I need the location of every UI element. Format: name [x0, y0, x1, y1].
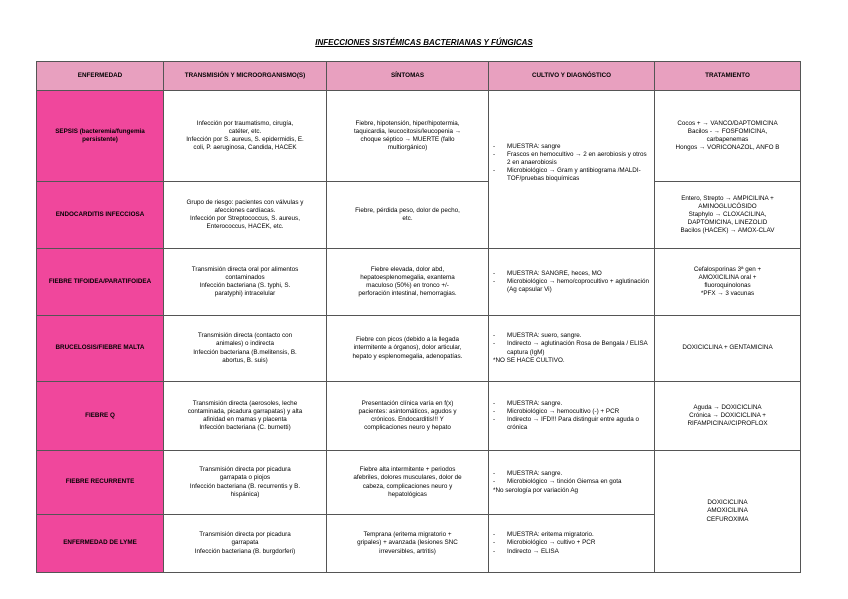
disease-cell: ENFERMEDAD DE LYME: [37, 515, 164, 573]
treatment-cell: Cefalosporinas 3ª gen + AMOXICILINA oral + fluoroquinolonas *PFX → 3 vacunas: [655, 249, 801, 316]
symptoms-cell: Fiebre alta intermitente + periodos afebriles, dolores musculares, dolor de cabeza, complicaciones neuro y hepatológicas: [327, 451, 489, 515]
symptoms-cell: Fiebre con picos (debido a la llegada intermitente a órganos), dolor articular, hepato y esplenomegalia, adenopatías.: [327, 316, 489, 382]
culture-cell: - MUESTRA: eritema migratorio. - Microbiológico → cultivo + PCR - Indirecto → ELISA: [489, 515, 655, 573]
transmission-cell: Transmisión directa por picadura garrapata o piojos Infección bacteriana (B. recurrentis y B. hispánica): [164, 451, 327, 515]
disease-cell: SEPSIS (bacteremia/fungemia persistente): [37, 91, 164, 182]
disease-cell: FIEBRE RECURRENTE: [37, 451, 164, 515]
infections-table: [36, 61, 801, 573]
treatment-cell: Aguda → DOXICICLINA Crónica → DOXICICLINA + RIFAMPICINA//CIPROFLOX: [655, 382, 801, 451]
disease-cell: ENDOCARDITIS INFECCIOSA: [37, 182, 164, 249]
treatment-cell: Entero, Strepto → AMPICILINA + AMINOGLUCÓSIDO Staphylo → CLOXACILINA, DAPTOMICINA, LINEZOLID Bacilos (HACEK) → AMOX-CLAV: [655, 182, 801, 249]
transmission-cell: Transmisión directa oral por alimentos contaminados Infección bacteriana (S. typhi, S. paratyphi) intracelular: [164, 249, 327, 316]
culture-cell: - MUESTRA: suero, sangre. - Indirecto → aglutinación Rosa de Bengala / ELISA captura (IgM) *NO SE HACE CULTIVO.: [489, 316, 655, 382]
transmission-cell: Grupo de riesgo: pacientes con válvulas y afecciones cardíacas. Infección por Streptococcus, S. aureus, Enterococcus, HACEK, etc.: [164, 182, 327, 249]
symptoms-cell: Temprana (eritema migratorio + gripales) + avanzada (lesiones SNC irreversibles, artritis): [327, 515, 489, 573]
symptoms-cell: Fiebre elevada, dolor abd, hepatoesplenomegalia, exantema maculoso (50%) en tronco +/- perforación intestinal, hemorragias.: [327, 249, 489, 316]
symptoms-cell: Fiebre, hipotensión, hiper/hipotermia, taquicardia, leucocitosis/leucopenia → choque séptico → MUERTE (fallo multiorgánico): [327, 91, 489, 182]
culture-cell: - MUESTRA: SANGRE, heces, MO - Microbiológico → hemo/coprocultivo + aglutinación (Ag capsular Vi): [489, 249, 655, 316]
treatment-cell: DOXICICLINA + GENTAMICINA: [655, 316, 801, 382]
table-row: [37, 249, 801, 316]
table-row: [37, 91, 801, 182]
disease-cell: BRUCELOSIS/FIEBRE MALTA: [37, 316, 164, 382]
disease-cell: FIEBRE Q: [37, 382, 164, 451]
page-title: INFECCIONES SISTÉMICAS BACTERIANAS Y FÚNGICAS: [315, 38, 533, 47]
header-disease: ENFERMEDAD: [37, 62, 164, 91]
table-row: [37, 316, 801, 382]
treatment-cell: Cocos + → VANCO/DAPTOMICINA Bacilos - → FOSFOMICINA, carbapenemas Hongos → VORICONAZOL, ANFO B: [655, 91, 801, 182]
table-row: [37, 182, 801, 249]
table-row: [37, 451, 801, 515]
culture-cell: - MUESTRA: sangre. - Microbiológico → tinción Giemsa en gota *No serología por variación Ag: [489, 451, 655, 515]
header-treatment: TRATAMIENTO: [655, 62, 801, 91]
transmission-cell: Transmisión directa (aerosoles, leche contaminada, picadura garrapatas) y alta afinidad en mamas y placenta Infección bacteriana (C. burnetti): [164, 382, 327, 451]
transmission-cell: Transmisión directa por picadura garrapata Infección bacteriana (B. burgdorferi): [164, 515, 327, 573]
header-culture: CULTIVO Y DIAGNÓSTICO: [489, 62, 655, 91]
symptoms-cell: Fiebre, pérdida peso, dolor de pecho, etc.: [327, 182, 489, 249]
transmission-cell: Transmisión directa (contacto con animales) o indirecta Infección bacteriana (B.melitensis, B. abortus, B. suis): [164, 316, 327, 382]
transmission-cell: Infección por traumatismo, cirugía, catéter, etc. Infección por S. aureus, S. epidermidis, E. coli, P. aeruginosa, Candida, HACEK: [164, 91, 327, 182]
symptoms-cell: Presentación clínica varía en f(x) pacientes: asintomáticos, agudos y crónicos. Endocarditis!!! Y complicaciones neuro y hepato: [327, 382, 489, 451]
header-symptoms: SÍNTOMAS: [327, 62, 489, 91]
table-header-row: [37, 62, 801, 91]
culture-cell: - MUESTRA: sangre. - Microbiológico → hemocultivo (-) + PCR - Indirecto → IFD!!! Para distinguir entre aguda o crónica: [489, 382, 655, 451]
disease-cell: FIEBRE TIFOIDEA/PARATIFOIDEA: [37, 249, 164, 316]
treatment-cell: DOXICICLINA AMOXICILINA CEFUROXIMA: [655, 451, 801, 573]
culture-cell: - MUESTRA: sangre - Frascos en hemocultivo → 2 en aerobiosis y otros 2 en anaerobiosis - Microbiológico → Gram y antibiograma /MALDI-TOF/pruebas bioquímicas: [489, 91, 655, 249]
header-transmission: TRANSMISIÓN Y MICROORGANISMO(S): [164, 62, 327, 91]
table-row: [37, 382, 801, 451]
